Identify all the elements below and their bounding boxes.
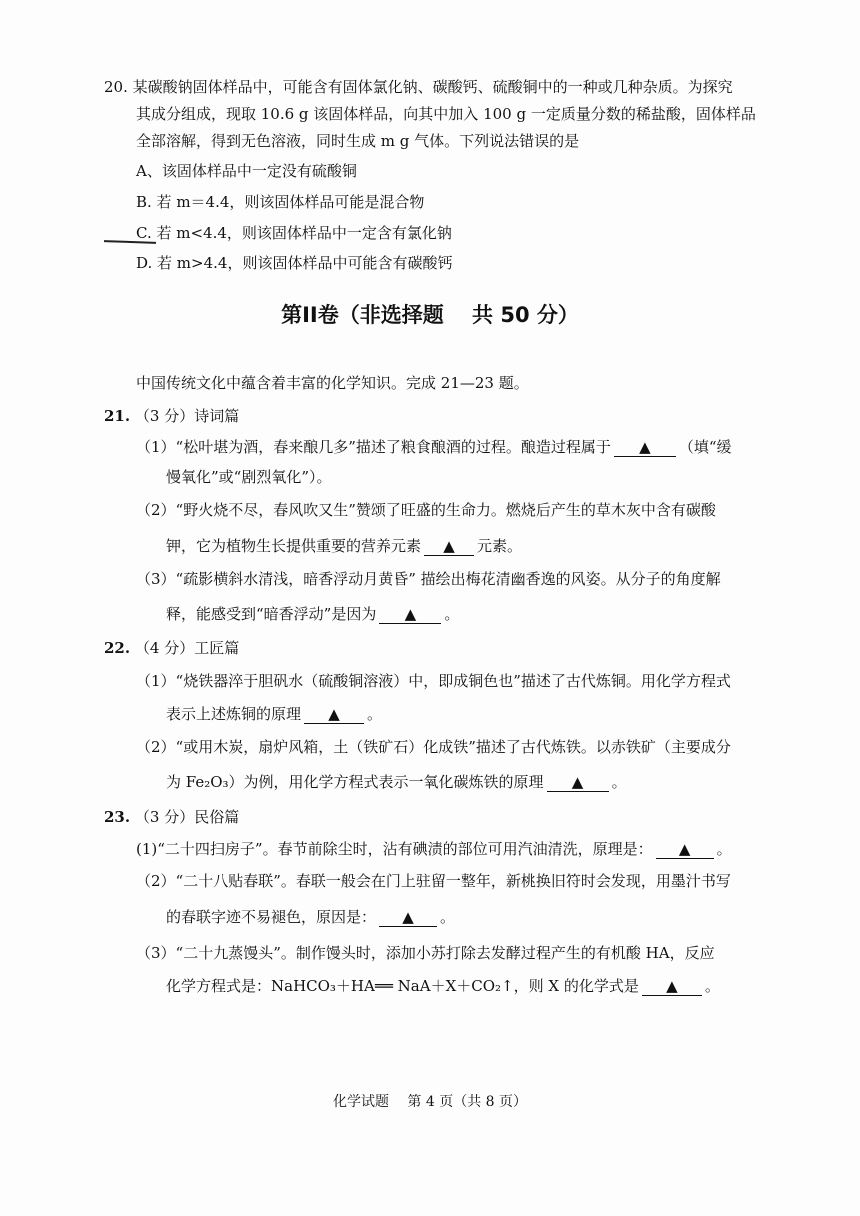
q21-s3-line-1: （3）“疏影横斜水清浅，暗香浮动月黄昏” 描绘出梅花清幽香逸的风姿。从分子的角度解 [136,570,721,588]
answer-blank[interactable]: ▲ [656,840,714,859]
q22-s2-line-2 [166,771,627,793]
q22-header-text: （4 分）工匠篇 [134,639,240,657]
q23-number: 23. [104,808,131,826]
q20-option-b: B. 若 m＝4.4，则该固体样品可能是混合物 [136,193,425,211]
answer-blank[interactable]: ▲ [379,605,441,624]
page-footer: 化学试题 第 4 页（共 8 页） [332,1094,528,1110]
q22-s2-line-1: （2）“或用木炭，扇炉风箱，土（铁矿石）化成铁”描述了古代炼铁。以赤铁矿（主要成分 [136,738,731,756]
section-intro: 中国传统文化中蕴含着丰富的化学知识。完成 21—23 题。 [136,374,529,392]
q23-s1-text-c: 。 [716,840,732,858]
q21-s3-text-b: 释，能感受到“暗香浮动”是因为 [166,605,377,623]
q21-s1-text-a: （1）“松叶堪为酒，春来酿几多”描述了粮食酿酒的过程。酿造过程属于 [136,438,611,456]
q23-header [104,806,239,828]
q20-line-3: 全部溶解，得到无色溶液，同时生成 m g 气体。下列说法错误的是 [136,132,580,150]
q22-header [104,637,239,659]
q21-header [104,405,239,427]
q22-s2-text-b: 为 Fe₂O₃）为例，用化学方程式表示一氧化碳炼铁的原理 [166,773,544,791]
q21-s1-line-1 [136,436,732,458]
q22-s1-text-c: 。 [367,705,383,723]
q21-s3-line-2 [166,603,459,625]
q20-option-a: A、该固体样品中一定没有硫酸铜 [136,162,357,180]
q23-s2-line-2 [166,906,455,928]
q20-line-2: 其成分组成，现取 10.6 g 该固体样品，向其中加入 100 g 一定质量分数的稀盐酸，固体样品 [136,105,756,123]
answer-blank[interactable]: ▲ [379,908,437,927]
q21-number: 21. [104,407,131,425]
q23-s2-line-1: （2）“二十八贴春联”。春联一般会在门上驻留一整年，新桃换旧符时会发现，用墨汁书写 [136,872,731,890]
q22-number: 22. [104,639,131,657]
q22-s1-text-b: 表示上述炼铜的原理 [166,705,302,723]
q23-header-text: （3 分）民俗篇 [134,808,240,826]
q21-s2-text-b: 钾，它为植物生长提供重要的营养元素 [166,537,422,555]
q20-line-1: 20. 某碳酸钠固体样品中，可能含有固体氯化钠、碳酸钙、硫酸铜中的一种或几种杂质。为探究 [104,78,733,96]
section-title: 第II卷（非选择题 共 50 分） [281,303,579,327]
q22-s2-text-c: 。 [611,773,627,791]
q21-s3-text-c: 。 [444,605,460,623]
q23-s1-text-a: (1)“二十四扫房子”。春节前除尘时，沾有碘渍的部位可用汽油清洗，原理是： [136,840,653,858]
q23-s3-line-1: （3）“二十九蒸馒头”。制作馒头时，添加小苏打除去发酵过程产生的有机酸 HA，反应 [136,944,715,962]
answer-blank[interactable]: ▲ [424,537,474,556]
q22-s1-line-1: （1）“烧铁器淬于胆矾水（硫酸铜溶液）中，即成铜色也”描述了古代炼铜。用化学方程式 [136,672,731,690]
answer-blank[interactable]: ▲ [547,773,609,792]
q20-option-c: C. 若 m<4.4，则该固体样品中一定含有氯化钠 [136,224,452,242]
answer-blank[interactable]: ▲ [614,438,676,457]
q21-s2-line-1: （2）“野火烧不尽，春风吹又生”赞颂了旺盛的生命力。燃烧后产生的草木灰中含有碳酸 [136,501,716,519]
answer-blank[interactable]: ▲ [642,977,702,996]
q20-option-d: D. 若 m>4.4，则该固体样品中可能含有碳酸钙 [136,254,453,272]
q21-s2-line-2 [166,535,522,557]
q23-s3-text-b: 化学方程式是：NaHCO₃＋HA══ NaA＋X＋CO₂↑，则 X 的化学式是 [166,977,639,995]
q23-s3-line-2 [166,975,720,997]
q21-header-text: （3 分）诗词篇 [134,407,240,425]
q23-s2-text-b: 的春联字迹不易褪色，原因是： [166,908,377,926]
answer-blank[interactable]: ▲ [304,705,364,724]
q21-s1-line-2: 慢氧化”或“剧烈氧化”）。 [166,468,332,486]
q21-s2-text-c: 元素。 [477,537,523,555]
q23-s1-line [136,838,732,860]
q21-s1-text-b: （填“缓 [678,438,732,456]
q23-s2-text-c: 。 [440,908,456,926]
q22-s1-line-2 [166,703,382,725]
q23-s3-text-c: 。 [704,977,720,995]
